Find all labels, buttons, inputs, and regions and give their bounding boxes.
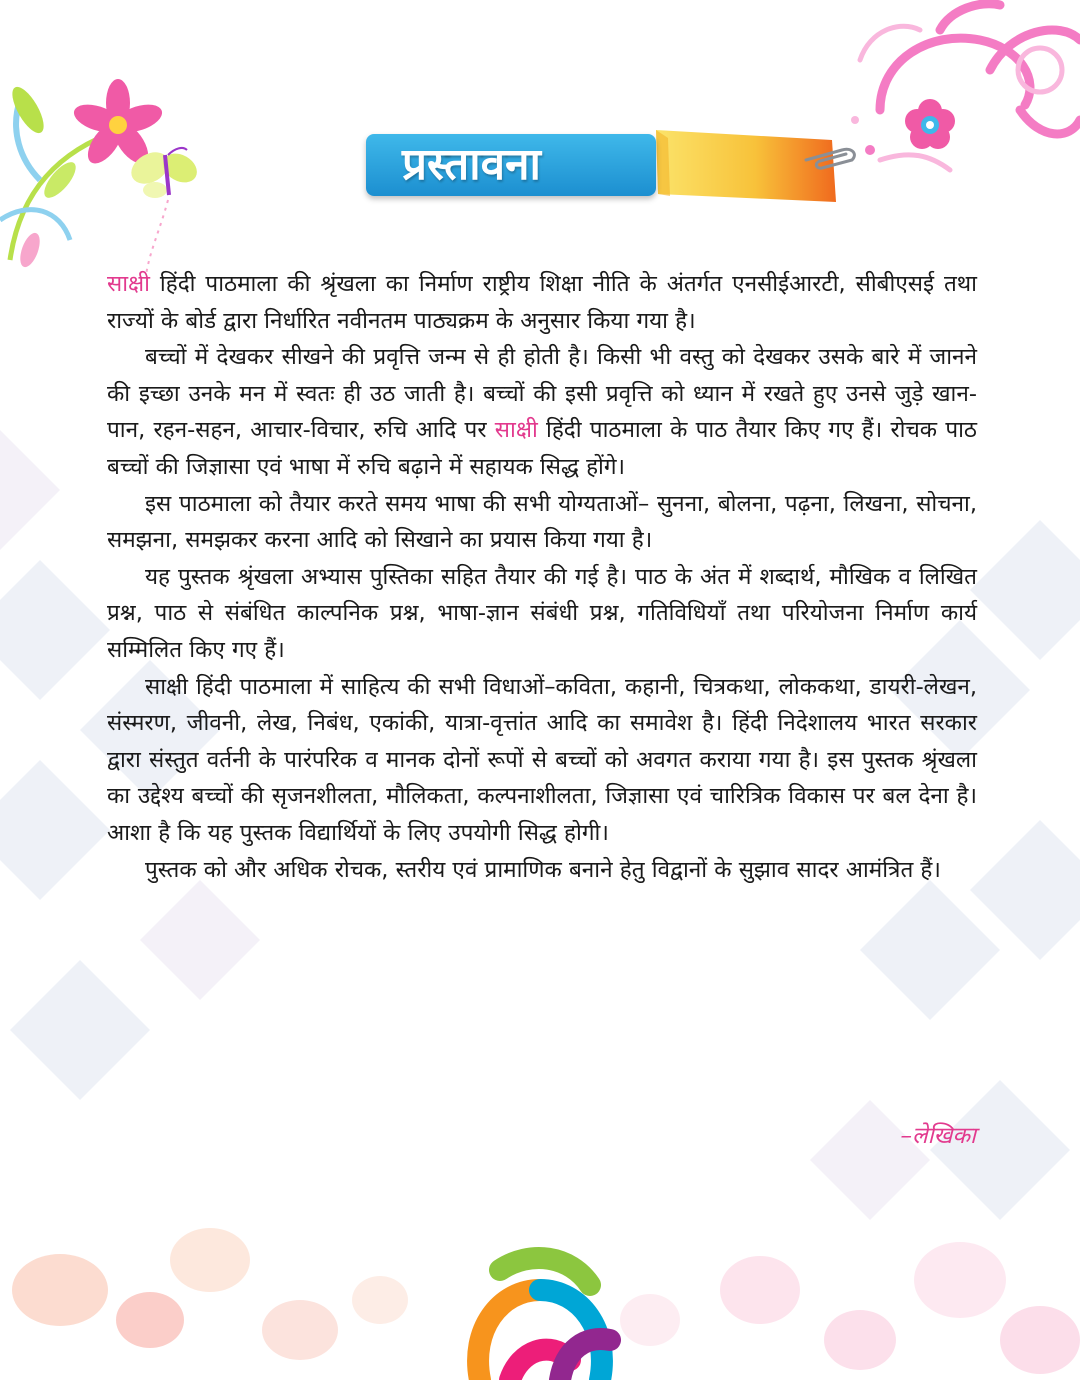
- paragraph-text: हिंदी पाठमाला के पाठ तैयार किए गए हैं। रोचक पाठ बच्चों की जिज्ञासा एवं भाषा में रुचि बढ़ाने में सहायक सिद्ध होंगे।: [107, 417, 977, 480]
- paragraph-6: पुस्तक को और अधिक रोचक, स्तरीय एवं प्रामाणिक बनाने हेतु विद्वानों के सुझाव सादर आमंत्रित हैं।: [145, 856, 941, 883]
- paragraph-text: बच्चों में देखकर सीखने की प्रवृत्ति जन्म से ही होती है। किसी भी वस्तु को देखकर उसके बारे में जानने की इच्छा उनके मन में स्वतः ही उठ जाती है। बच्चों की इसी प्रवृत्ति को ध्यान में रखते हुए उनसे जुड़े खान-पान, रहन-सहन, आचार-विचार, रुचि आदि पर: [107, 344, 977, 444]
- paragraph-4: यह पुस्तक श्रृंखला अभ्यास पुस्तिका सहित तैयार की गई है। पाठ के अंत में शब्दार्थ, मौखिक व लिखित प्रश्न, पाठ से संबंधित काल्पनिक प्रश्न, भाषा-ज्ञान संबंधी प्रश्न, गतिविधियाँ तथा परियोजना निर्माण कार्य सम्मिलित किए गए हैं।: [107, 563, 977, 663]
- ring-ornament-icon: [440, 1230, 640, 1380]
- author-signature: –लेखिका: [900, 1123, 976, 1149]
- paragraph-2: [107, 339, 977, 485]
- paragraph-text: हिंदी पाठमाला की श्रृंखला का निर्माण राष्ट्रीय शिक्षा नीति के अंतर्गत एनसीईआरटी, सीबीएसई तथा राज्यों के बोर्ड द्वारा निर्धारित नवीनतम पाठ्यक्रम के अनुसार किया गया है।: [107, 271, 977, 334]
- paragraph-3: इस पाठमाला को तैयार करते समय भाषा की सभी योग्यताओं– सुनना, बोलना, पढ़ना, लिखना, सोचना, समझना, समझकर करना आदि को सिखाने का प्रयास किया गया है।: [107, 490, 977, 554]
- swirl-ornament-icon: [840, 0, 1080, 180]
- brand-name: साक्षी: [107, 271, 150, 297]
- butterfly-icon: [125, 140, 205, 210]
- paper-clip-icon: [802, 142, 862, 172]
- page-title: प्रस्तावना: [402, 139, 541, 190]
- title-banner: [366, 128, 836, 204]
- paragraph-5: साक्षी हिंदी पाठमाला में साहित्य की सभी विधाओं–कविता, कहानी, चित्रकथा, लोककथा, डायरी-लेखन, संस्मरण, जीवनी, लेख, निबंध, एकांकी, यात्रा-वृत्तांत आदि का समावेश है। हिंदी निदेशालय भारत सरकार द्वारा संस्तुत वर्तनी के पारंपरिक व मानक दोनों रूपों से बच्चों को अवगत कराया गया है। इस पुस्तक श्रृंखला का उद्देश्य बच्चों की सृजनशीलता, मौलिकता, कल्पनाशीलता, जिज्ञासा एवं चारित्रिक विकास पर बल देना है। आशा है कि यह पुस्तक विद्यार्थियों के लिए उपयोगी सिद्ध होगी।: [107, 673, 977, 846]
- preface-body: [107, 266, 977, 888]
- paragraph-1: [107, 266, 977, 339]
- brand-name: साक्षी: [494, 417, 538, 444]
